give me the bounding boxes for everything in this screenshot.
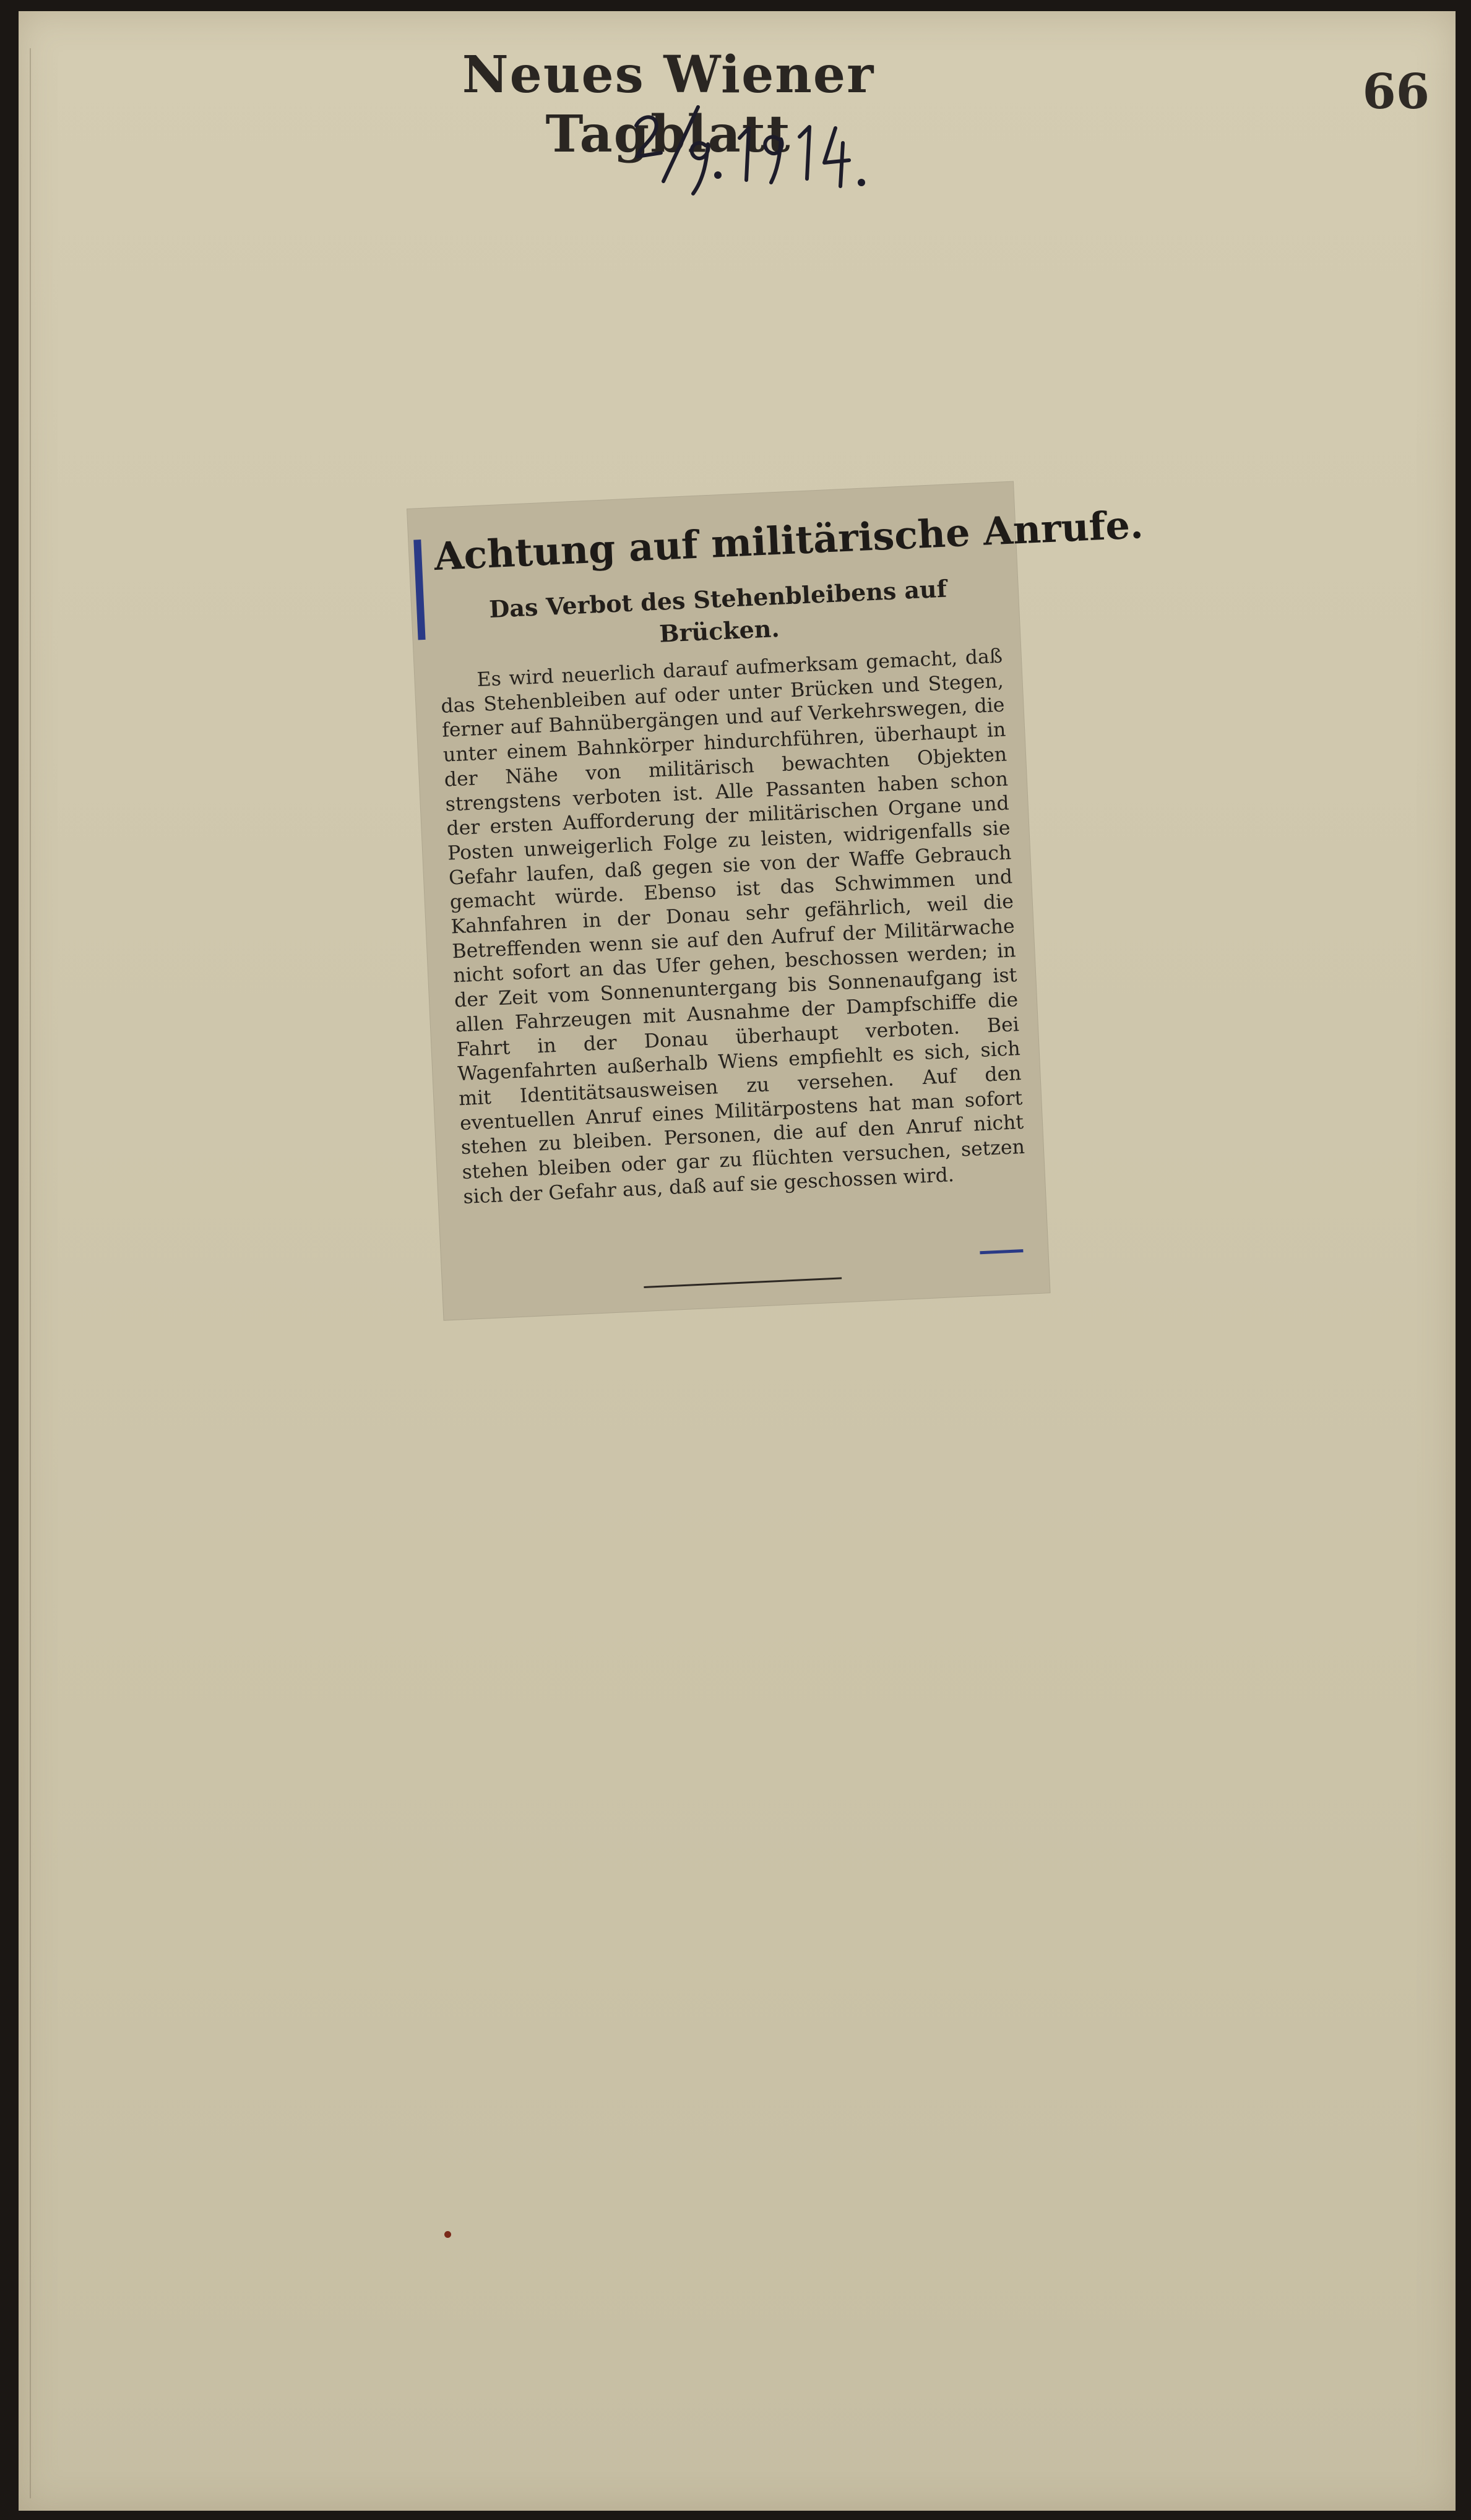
clipping-body: Es wird neuerlich darauf aufmerksam gemacht, daß das Stehenbleiben auf oder unter Brücken und Stegen, ferner auf Bahnübergängen und auf Verkehrswegen, die unter einem Bahnkörper hindurchführen, überhaupt in der Nähe von militärisch bewachten Objekten strengstens verboten ist. Alle Passanten haben schon der ersten Aufforderung der militärischen Organe und Posten unweigerlich Folge zu leisten, widrigenfalls sie Gefahr laufen, daß gegen sie von der Waffe Gebrauch gemacht würde. Ebenso ist das Schwimmen und Kahnfahren in der Donau sehr gefährlich, weil die Betreffenden wenn sie auf den Aufruf der Militärwache nicht sofort an das Ufer gehen, beschossen werden; in der Zeit vom Sonnenuntergang bis Sonnenaufgang ist allen Fahrzeugen mit Ausnahme der Dampfschiffe die Fahrt in der Donau überhaupt verboten. Bei Wagenfahrten außerhalb Wiens empfiehlt es sich, sich mit Identitätsausweisen zu versehen. Auf den eventuellen Anruf eines Militärpostens hat man sofort stehen zu bleiben. Personen, die auf den Anruf nicht stehen bleiben oder gar zu flüchten versuchen, setzen sich der Gefahr aus, daß auf sie geschossen wird.: [440, 645, 1025, 1208]
page-number: 66: [1362, 64, 1430, 120]
newspaper-masthead: Neues Wiener Tagblatt: [462, 45, 875, 164]
archive-sheet: [19, 11, 1456, 2511]
newspaper-clipping: [407, 482, 1144, 1320]
blue-pencil-mark: [413, 540, 425, 640]
clipping-title: Achtung auf militärische Anrufe.: [433, 502, 1144, 580]
clipping-subtitle: Das Verbot des Stehenbleibens auf Brücken.: [488, 574, 947, 648]
clipping-end-rule: [644, 1277, 842, 1288]
sheet-edge-line: [30, 48, 31, 2498]
ink-spot: [444, 2231, 451, 2238]
handwritten-date: [625, 101, 885, 200]
blue-pencil-underline: [980, 1249, 1023, 1254]
